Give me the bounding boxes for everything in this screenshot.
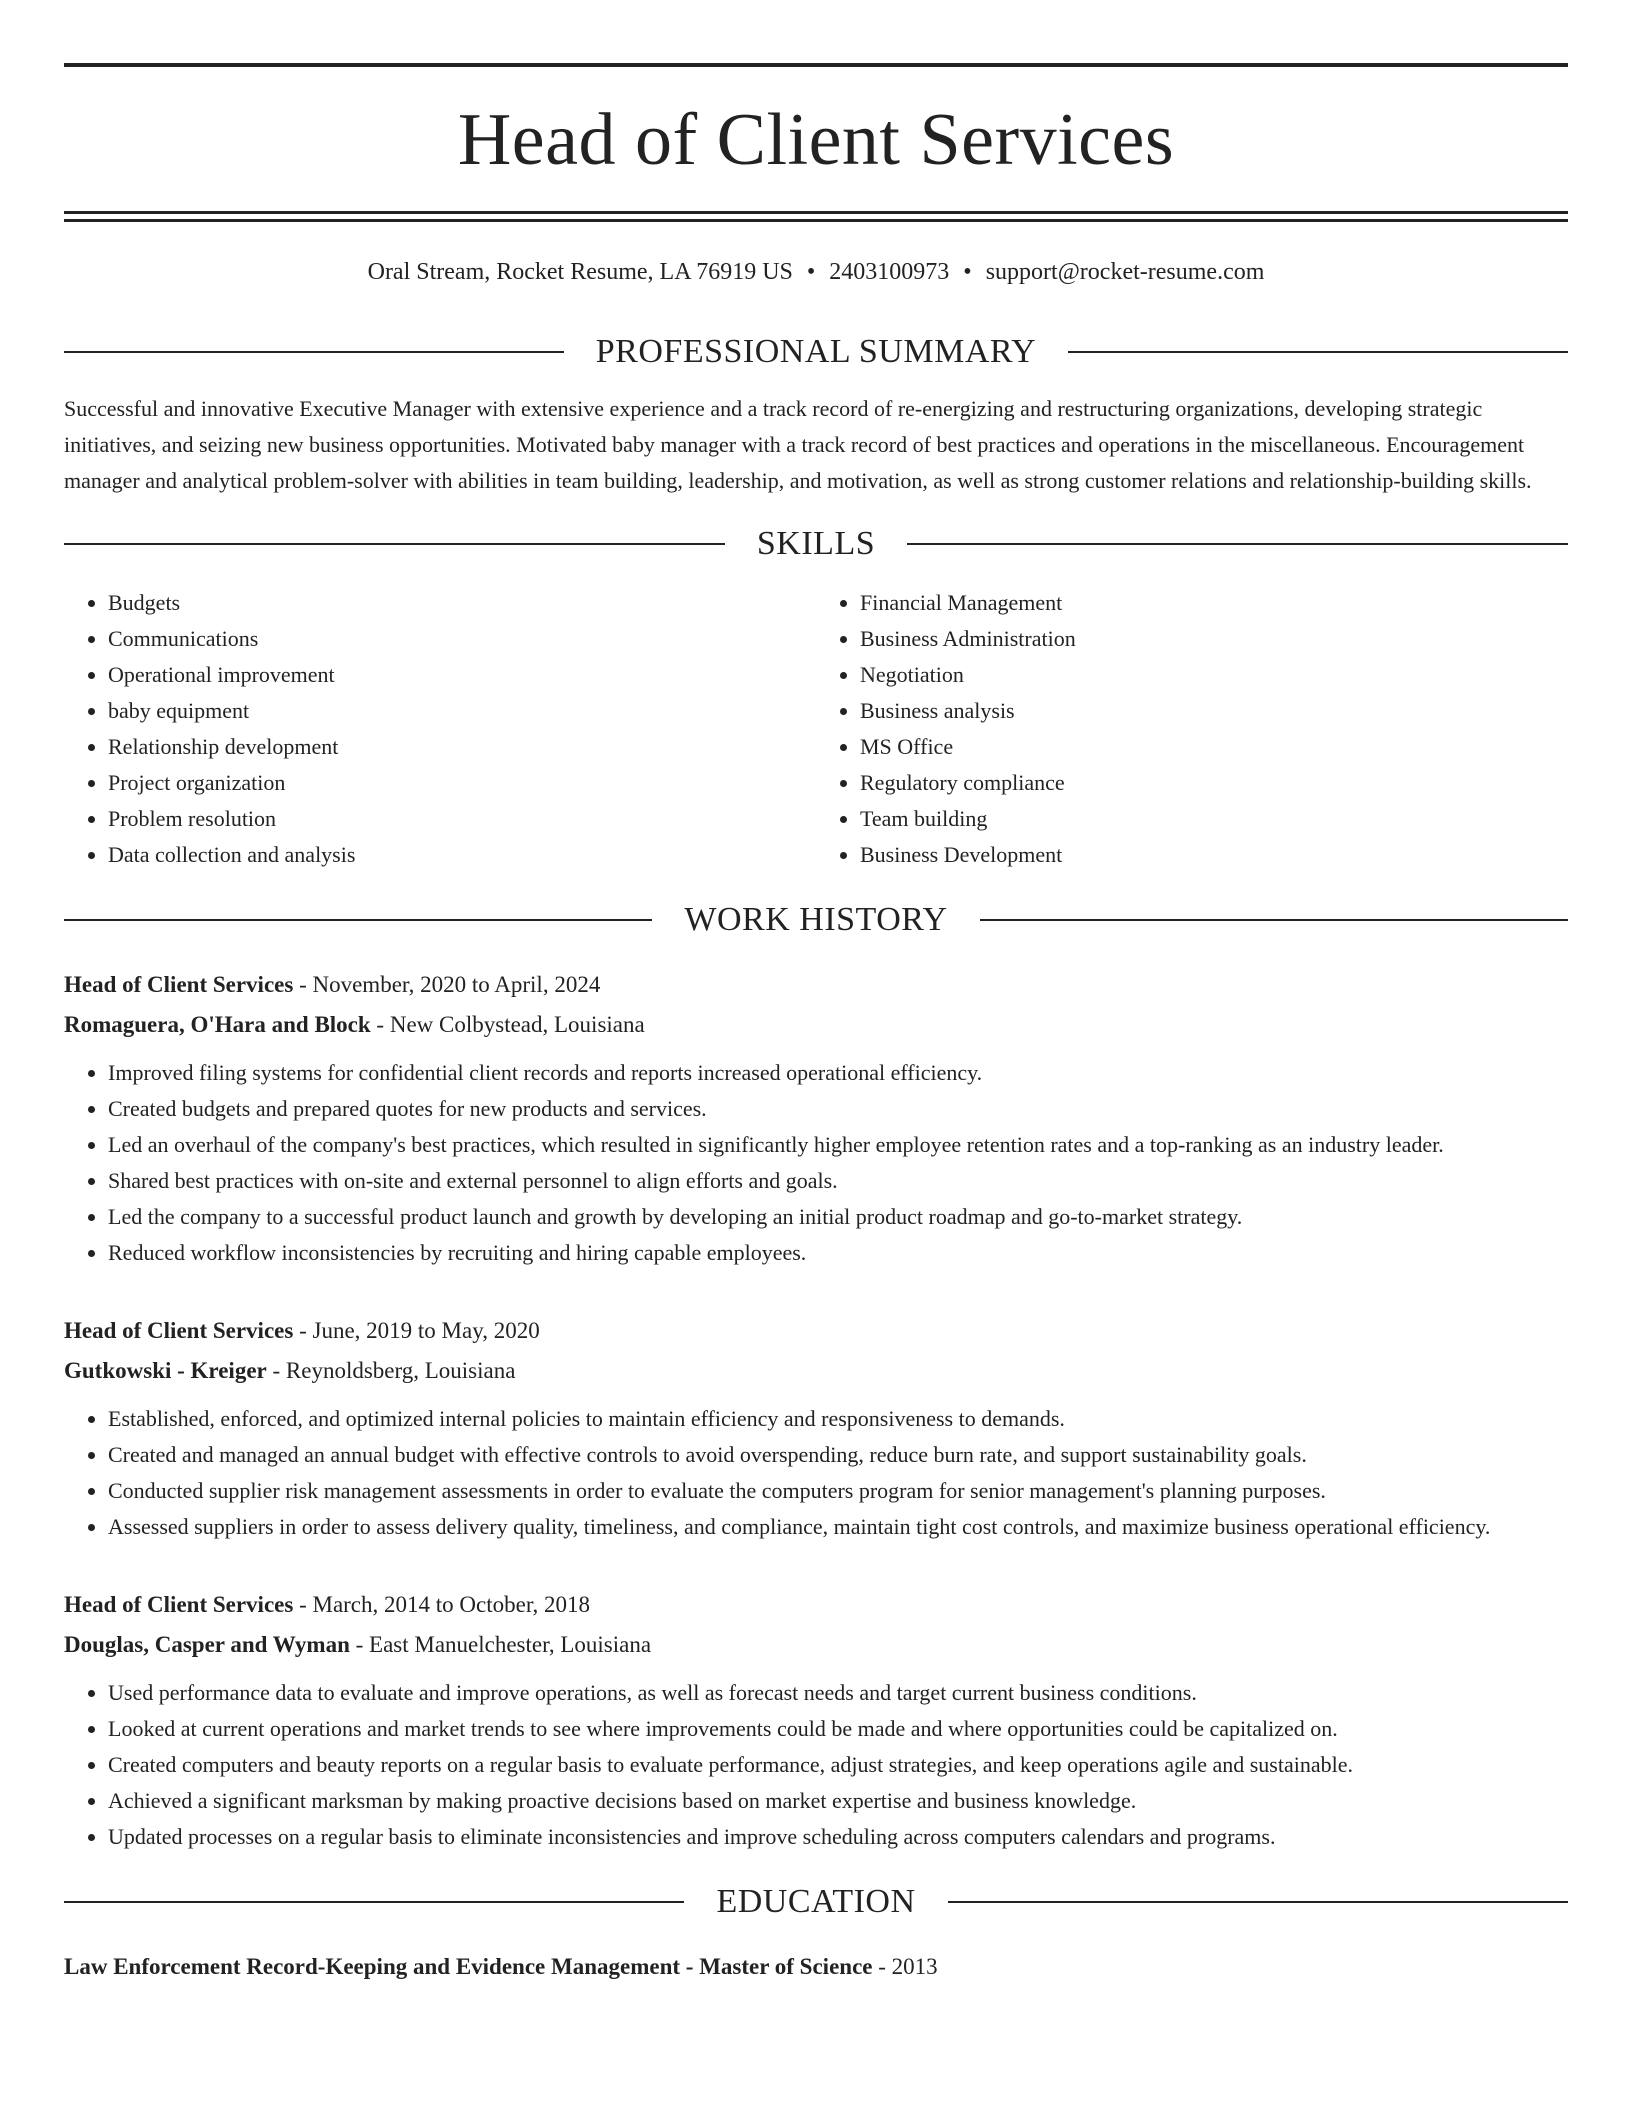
job-company: Gutkowski - Kreiger [64,1357,267,1383]
contact-address: Oral Stream, Rocket Resume, LA 76919 US [367,259,793,285]
section-heading-skills [64,524,1568,562]
job-bullet: • Improved filing systems for confidential client records and reports increased operational efficiency. [108,1055,1568,1091]
heading-rule [64,919,652,921]
job-title-line [64,1585,1568,1625]
job-location: - New Colbystead, Louisiana [370,1011,645,1037]
job-bullet: • Created budgets and prepared quotes for new products and services. [108,1091,1568,1127]
job-title: Head of Client Services [64,971,294,997]
skill-item: • baby equipment [108,693,816,729]
job-bullet: • Updated processes on a regular basis to eliminate inconsistencies and improve scheduling across computers calendars and programs. [108,1819,1568,1855]
job-dates: - March, 2014 to October, 2018 [293,1591,591,1617]
top-rule [64,63,1568,67]
job-title: Head of Client Services [64,1591,294,1617]
job-entry [64,1585,1568,1855]
skills-column-left [64,585,816,873]
contact-phone: 2403100973 [829,259,950,285]
title-double-rule [64,211,1568,222]
job-bullet: • Achieved a significant marksman by making proactive decisions based on market expertise and business knowledge. [108,1783,1568,1819]
section-heading-summary [64,332,1568,370]
skill-item: • Financial Management [860,585,1568,621]
job-bullet: • Shared best practices with on-site and external personnel to align efforts and goals. [108,1163,1568,1199]
section-heading-education [64,1882,1568,1920]
job-bullet: • Used performance data to evaluate and improve operations, as well as forecast needs and target current business conditions. [108,1675,1568,1711]
job-company-line [64,1351,1568,1391]
skill-item: • Data collection and analysis [108,837,816,873]
page-title: Head of Client Services [457,99,1175,181]
skill-item: • Communications [108,621,816,657]
job-bullet: • Created computers and beauty reports on a regular basis to evaluate performance, adjust strategies, and keep operations agile and sustainable. [108,1747,1568,1783]
contact-email: support@rocket-resume.com [985,259,1265,285]
skill-item: • Business analysis [860,693,1568,729]
skills-column-right [816,585,1568,873]
job-entry [64,1311,1568,1545]
skill-item: • Team building [860,801,1568,837]
heading-rule [64,1901,684,1903]
job-company: Douglas, Casper and Wyman [64,1631,350,1657]
job-dates: - November, 2020 to April, 2024 [293,971,601,997]
skill-item: • Business Administration [860,621,1568,657]
job-bullets [64,1055,1568,1271]
job-company-line [64,1005,1568,1045]
job-company-line [64,1625,1568,1665]
job-bullet: • Assessed suppliers in order to assess delivery quality, timeliness, and compliance, maintain tight cost controls, and maximize business operational efficiency. [108,1509,1568,1545]
job-location: - Reynoldsberg, Louisiana [266,1357,516,1383]
job-dates: - June, 2019 to May, 2020 [293,1317,540,1343]
section-heading-work [64,900,1568,938]
heading-rule [64,351,564,353]
job-title: Head of Client Services [64,1317,294,1343]
job-location: - East Manuelchester, Louisiana [349,1631,652,1657]
heading-rule [948,1901,1568,1903]
heading-rule [907,543,1568,545]
education-year: - 2013 [872,1953,938,1979]
job-bullets [64,1401,1568,1545]
contact-separator: • [963,259,972,285]
education-degree: Law Enforcement Record-Keeping and Evidence Management - Master of Science [64,1953,873,1979]
heading-rule [64,543,725,545]
skill-item: • Operational improvement [108,657,816,693]
contact-separator: • [806,259,816,285]
skill-item: • Project organization [108,765,816,801]
section-title: EDUCATION [716,1882,916,1920]
skills-list [64,585,1568,873]
job-title-line [64,1311,1568,1351]
skill-item: • Business Development [860,837,1568,873]
job-company: Romaguera, O'Hara and Block [64,1011,371,1037]
job-entry [64,965,1568,1271]
job-bullet: • Led an overhaul of the company's best practices, which resulted in significantly higher employee retention rates and a top-ranking as an industry leader. [108,1127,1568,1163]
skill-item: • Negotiation [860,657,1568,693]
section-title: PROFESSIONAL SUMMARY [595,332,1037,370]
skill-item: • MS Office [860,729,1568,765]
skill-item: • Problem resolution [108,801,816,837]
job-bullet: • Created and managed an annual budget with effective controls to avoid overspending, reduce burn rate, and support sustainability goals. [108,1437,1568,1473]
job-bullet: • Led the company to a successful product launch and growth by developing an initial product roadmap and go-to-market strategy. [108,1199,1568,1235]
job-bullet: • Established, enforced, and optimized internal policies to maintain efficiency and responsiveness to demands. [108,1401,1568,1437]
section-title: WORK HISTORY [684,900,948,938]
job-bullets [64,1675,1568,1855]
heading-rule [1068,351,1568,353]
contact-line [64,258,1568,287]
heading-rule [980,919,1568,921]
skill-item: • Relationship development [108,729,816,765]
resume-page [64,0,1568,1987]
section-title: SKILLS [756,524,876,562]
education-entry [64,1947,1568,1987]
job-bullet: • Conducted supplier risk management assessments in order to evaluate the computers program for senior management's planning purposes. [108,1473,1568,1509]
job-title-line [64,965,1568,1005]
job-bullet: • Looked at current operations and market trends to see where improvements could be made and where opportunities could be capitalized on. [108,1711,1568,1747]
skill-item: • Budgets [108,585,816,621]
job-bullet: • Reduced workflow inconsistencies by recruiting and hiring capable employees. [108,1235,1568,1271]
summary-text: Successful and innovative Executive Manager with extensive experience and a track record of re-energizing and restructuring organizations, developing strategic initiatives, and seizing new business opportunities. Motivated baby manager with a track record of best practices and operations in the miscellaneous. Encouragement manager and analytical problem-solver with abilities in team building, leadership, and motivation, as well as strong customer relations and relationship-building skills. [64,395,1532,493]
skill-item: • Regulatory compliance [860,765,1568,801]
